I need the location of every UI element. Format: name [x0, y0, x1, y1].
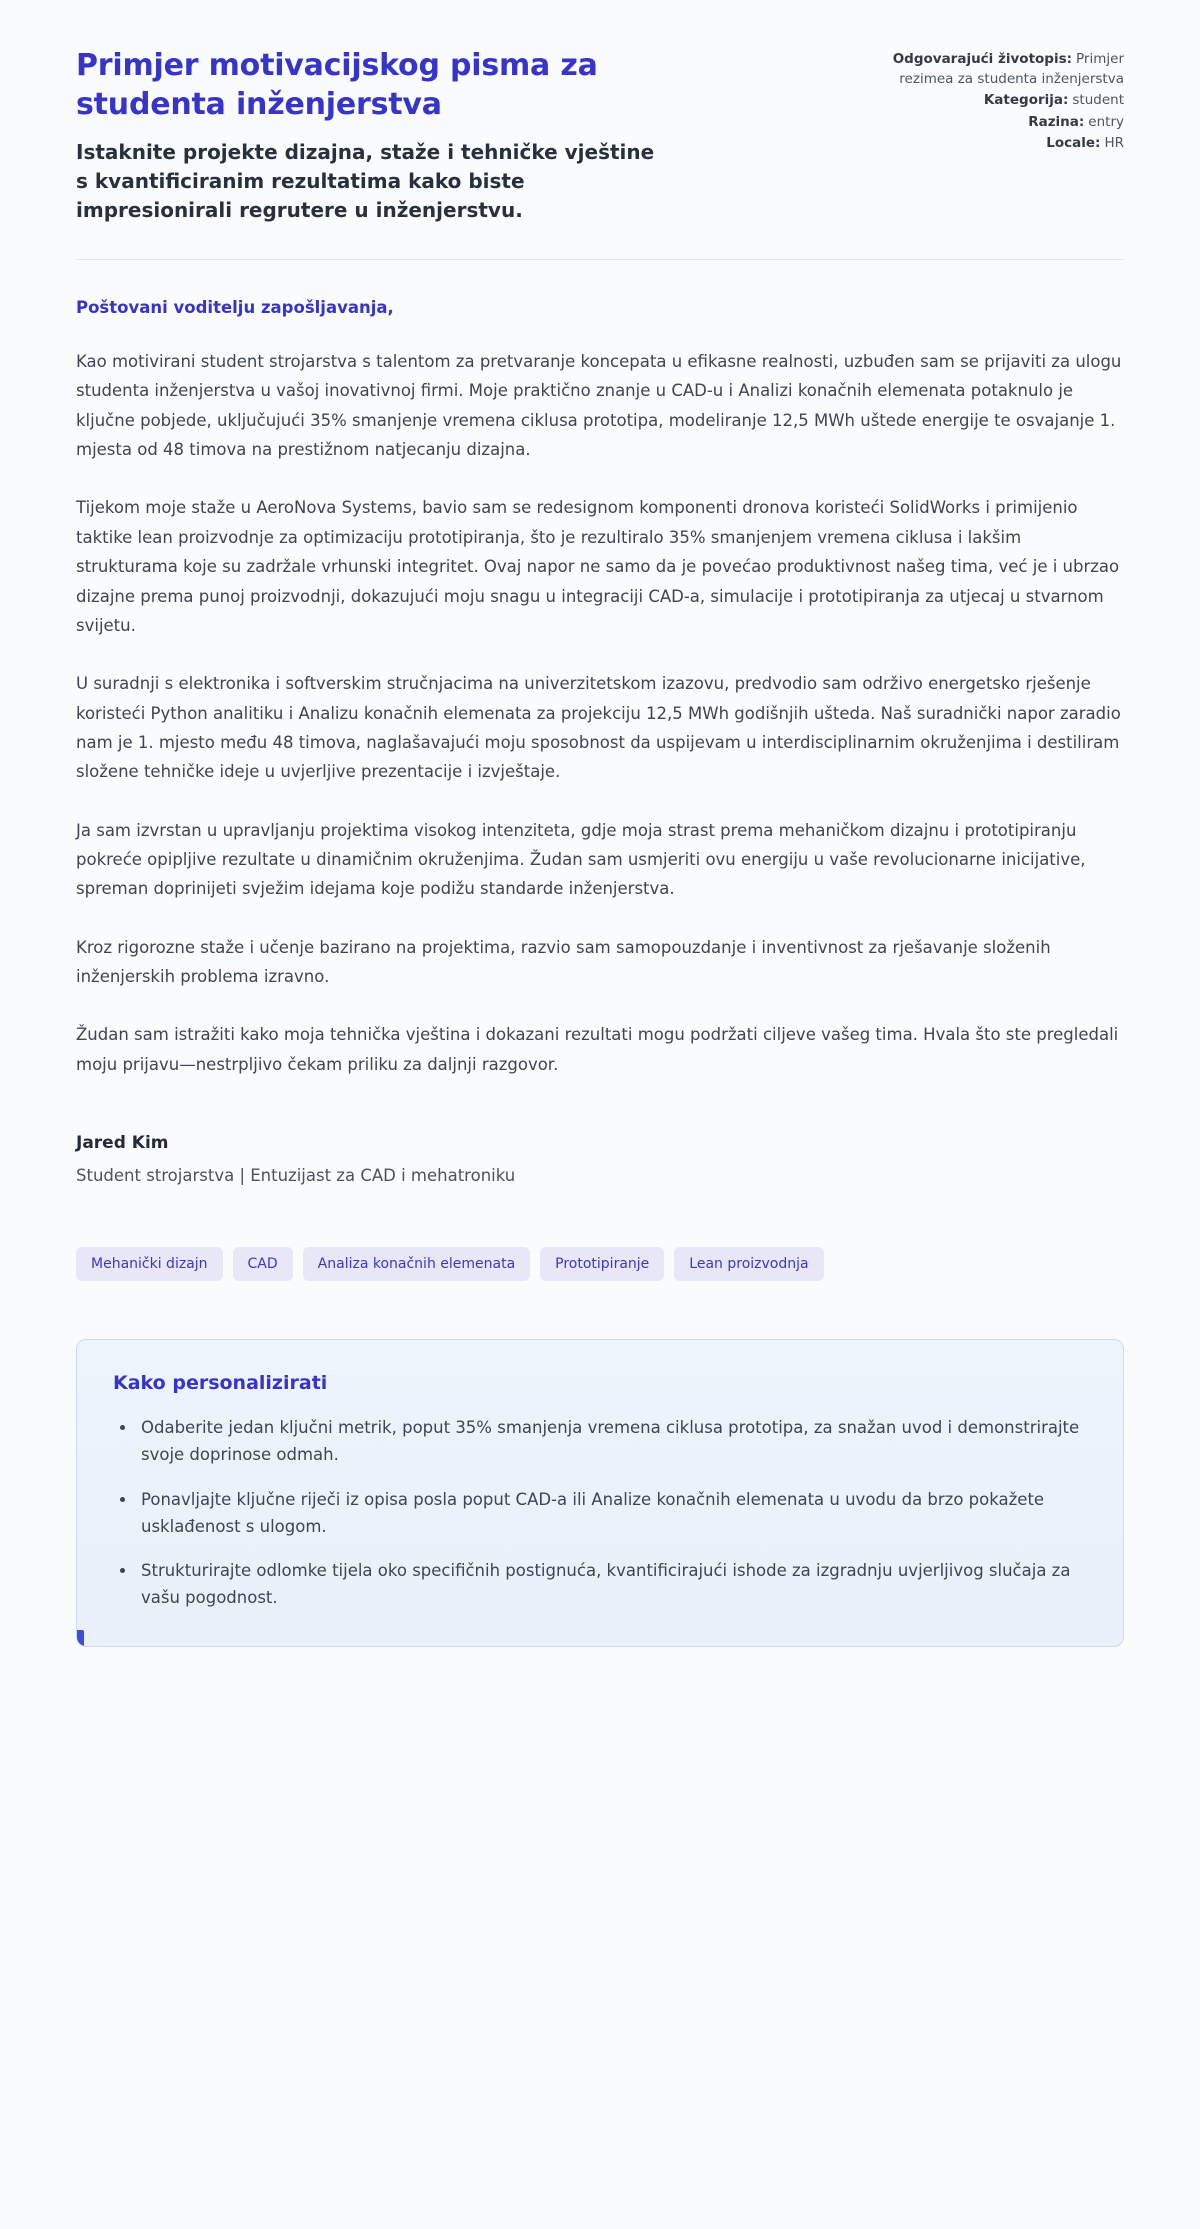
callout-bullet-list — [113, 1414, 1087, 1611]
letter-paragraph: U suradnji s elektronika i softverskim stručnjacima na univerzitetskom izazovu, predvodio sam održivo energetsko rješenje koristeći Python analitiku i Analizu konačnih elemenata za projekciju 12,5 MWh godišnjih ušteda. Naš suradnički napor zaradio nam je 1. mjesto među 48 timova, naglašavajući moju sposobnost da uspijevam u interdisciplinarnim okruženjima i destiliram složene tehničke ideje u uvjerljive prezentacije i izvještaje. — [76, 674, 1121, 782]
meta-item — [854, 113, 1124, 133]
callout-title: Kako personalizirati — [113, 1372, 328, 1395]
tag-pill[interactable]: CAD — [233, 1247, 293, 1281]
meta-item — [854, 50, 1124, 89]
meta-block — [854, 46, 1124, 156]
callout-bullet: • Strukturirajte odlomke tijela oko specifičnih postignuća, kvantificirajući ishode za izgradnju uvjerljivog slučaja za vašu pogodnost. — [137, 1557, 1087, 1611]
letter-paragraph: Tijekom moje staže u AeroNova Systems, bavio sam se redesignom komponenti dronova koristeći SolidWorks i primijenio taktike lean proizvodnje za optimizaciju prototipiranja, što je rezultiralo 35% smanjenjem vremena ciklusa i lakšim strukturama koje su zadržale vrhunski integritet. Ovaj napor ne samo da je povećao produktivnost našeg tima, već je i ubrzao dizajne prema punoj proizvodnji, dokazujući moju snagu u integraciji CAD-a, simulacije i prototipiranja za utjecaj u stvarnom svijetu. — [76, 498, 1120, 635]
signature-name: Jared Kim — [76, 1133, 169, 1154]
meta-item — [854, 91, 1124, 111]
letter-paragraph: Kao motivirani student strojarstva s talentom za pretvaranje koncepata u efikasne realnosti, uzbuđen sam se prijaviti za ulogu studenta inženjerstva u vašoj inovativnoj firmi. Moje praktično znanje u CAD-u i Analizi konačnih elemenata potaknulo je ključne pobjede, uključujući 35% smanjenje vremena ciklusa prototipa, modeliranje 12,5 MWh uštede energije te osvajanje 1. mjesta od 48 timova na prestižnom natjecanju dizajna. — [76, 352, 1122, 460]
meta-value: student — [1072, 92, 1124, 109]
signature-title: Student strojarstva | Entuzijast za CAD i mehatroniku — [76, 1166, 516, 1186]
header-left — [76, 46, 676, 225]
personalization-callout — [76, 1339, 1124, 1646]
letter — [76, 298, 1124, 1185]
signature-block — [76, 1133, 1124, 1185]
page-container — [76, 0, 1124, 1647]
tag-pill[interactable]: Mehanički dizajn — [76, 1247, 223, 1281]
page-title: Primjer motivacijskog pisma za studenta inženjerstva — [76, 48, 598, 122]
callout-bullet: • Odaberite jedan ključni metrik, poput 35% smanjenja vremena ciklusa prototipa, za snažan uvod i demonstrirajte svoje doprinose odmah. — [137, 1414, 1087, 1468]
tag-pill[interactable]: Prototipiranje — [540, 1247, 664, 1281]
letter-paragraph: Kroz rigorozne staže i učenje bazirano na projektima, razvio sam samopouzdanje i inventivnost za rješavanje složenih inženjerskih problema izravno. — [76, 937, 1051, 987]
callout-corner-accent — [77, 1630, 84, 1646]
letter-paragraph: Žudan sam istražiti kako moja tehnička vještina i dokazani rezultati mogu podržati ciljeve vašeg tima. Hvala što ste pregledali moju prijavu—nestrpljivo čekam priliku za daljnji razgovor. — [76, 1025, 1119, 1074]
letter-body — [76, 347, 1124, 1079]
meta-item — [854, 134, 1124, 154]
meta-label: Odgovarajući životopis: — [892, 51, 1073, 67]
meta-value: HR — [1104, 135, 1124, 152]
header-divider — [76, 259, 1124, 260]
letter-greeting: Poštovani voditelju zapošljavanja, — [76, 298, 394, 317]
meta-label: Razina: — [1028, 113, 1085, 130]
header — [76, 46, 1124, 225]
tag-pill[interactable]: Analiza konačnih elemenata — [303, 1247, 530, 1281]
meta-label: Kategorija: — [983, 92, 1069, 109]
tag-pill[interactable]: Lean proizvodnja — [674, 1247, 823, 1281]
meta-value: Primjer rezimea za studenta inženjerstva — [899, 51, 1124, 87]
callout-bullet: • Ponavljajte ključne riječi iz opisa posla poput CAD-a ili Analize konačnih elemenata u uvodu da brzo pokažete usklađenost s ulogom. — [137, 1486, 1087, 1540]
letter-paragraph: Ja sam izvrstan u upravljanju projektima visokog intenziteta, gdje moja strast prema mehaničkom dizajnu i prototipiranju pokreće opipljive rezultate u dinamičnim okruženjima. Žudan sam usmjeriti ovu energiju u vaše revolucionarne inicijative, spreman doprinijeti svježim idejama koje podižu standarde inženjerstva. — [76, 820, 1086, 899]
page-subtitle: Istaknite projekte dizajna, staže i tehničke vještine s kvantificiranim rezultatima kako biste impresionirali regrutere u inženjerstvu. — [76, 140, 655, 222]
meta-value: entry — [1088, 113, 1124, 130]
tag-list — [76, 1247, 1124, 1281]
meta-label: Locale: — [1046, 135, 1101, 152]
